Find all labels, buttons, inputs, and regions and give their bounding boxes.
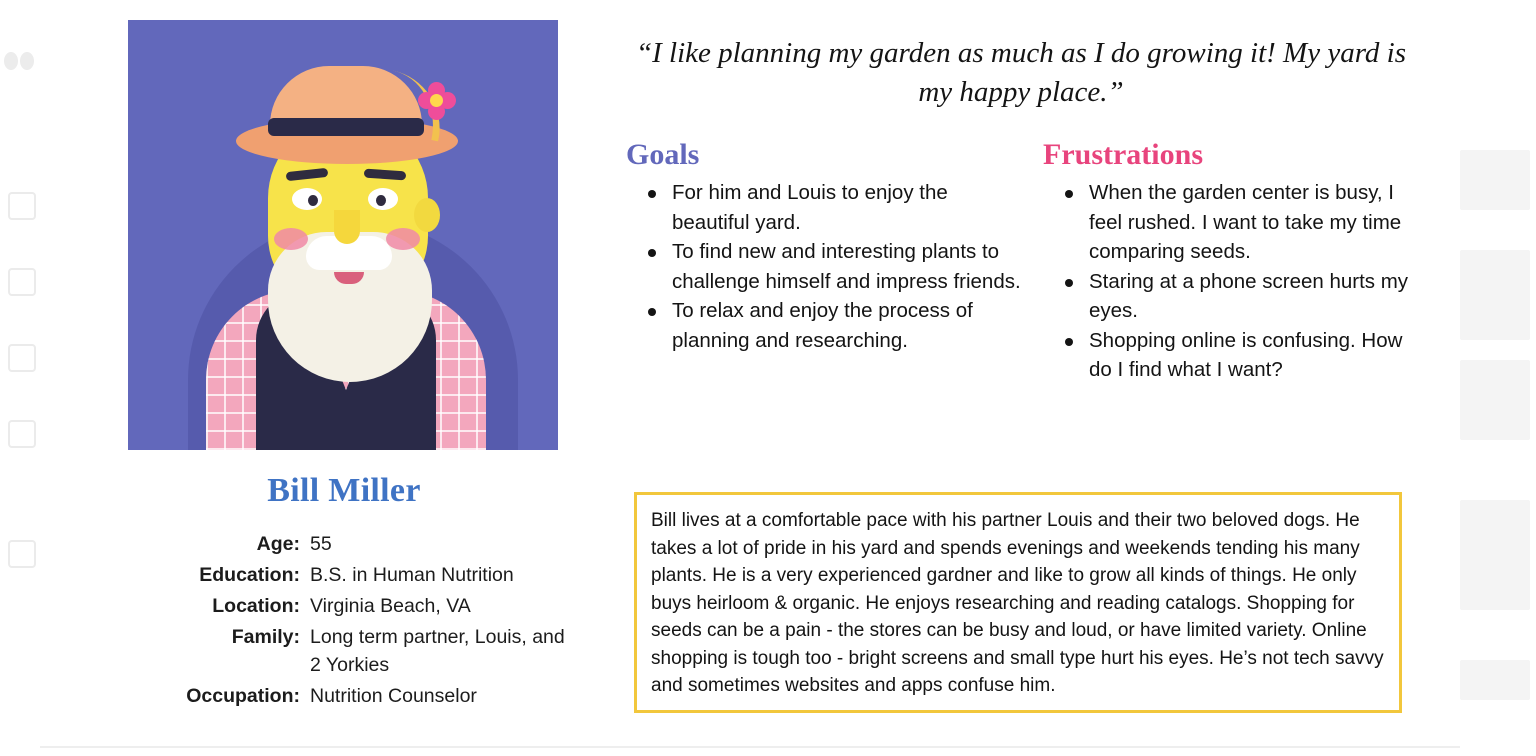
persona-facts (128, 530, 568, 710)
fact-label-age: Age: (256, 533, 300, 555)
fact-label-education: Education: (199, 564, 300, 586)
fact-value-age: 55 (310, 533, 332, 555)
list-item: To find new and interesting plants to challenge himself and impress friends. (672, 237, 1021, 296)
fact-row (128, 592, 568, 620)
fact-value-education: B.S. in Human Nutrition (310, 564, 514, 586)
goals-frustrations-columns (626, 138, 1416, 385)
goals-heading: Goals (626, 138, 700, 171)
frustrations-list (1043, 178, 1416, 385)
persona-name: Bill Miller (267, 472, 421, 509)
fact-label-location: Location: (212, 595, 300, 617)
fact-label-family: Family: (231, 626, 300, 648)
fact-value-location: Virginia Beach, VA (310, 595, 471, 617)
slide-bottom-divider (40, 746, 1460, 748)
persona-left-column (128, 20, 565, 713)
fact-row (128, 561, 568, 589)
fact-value-family: Long term partner, Louis, and 2 Yorkies (310, 626, 565, 676)
fact-value-occupation: Nutrition Counselor (310, 685, 477, 707)
goals-section (626, 138, 1021, 385)
fact-row (128, 682, 568, 710)
frustrations-section (1021, 138, 1416, 385)
list-item: Shopping online is confusing. How do I find what I want? (1089, 326, 1416, 385)
persona-quote: “I like planning my garden as much as I do growing it! My yard is my happy place.” (635, 37, 1407, 108)
persona-bio-text: Bill lives at a comfortable pace with his partner Louis and their two beloved dogs. He takes a lot of pride in his yard and spends evenings and weekends tending his many plants. He is a very experienced gardner and like to grow all kinds of things. He only buys heirloom & organic. He enjoys researching and reading catalogs. Shopping for seeds can be a pain - the stores can be busy and loud, or have limited variety. Online shopping is tough too - bright screens and small type hurt his eyes. He’s not tech savvy and sometimes websites and apps confuse him. (651, 510, 1384, 696)
fact-label-occupation: Occupation: (186, 685, 300, 707)
list-item: To relax and enjoy the process of planning and researching. (672, 296, 1021, 355)
persona-bio-box (634, 492, 1402, 713)
list-item: When the garden center is busy, I feel rushed. I want to take my time comparing seeds. (1089, 178, 1416, 267)
persona-portrait (128, 20, 558, 450)
list-item: For him and Louis to enjoy the beautiful yard. (672, 178, 1021, 237)
persona-right-column (626, 34, 1416, 385)
frustrations-heading: Frustrations (1043, 138, 1203, 171)
list-item: Staring at a phone screen hurts my eyes. (1089, 267, 1416, 326)
fact-row (128, 623, 568, 679)
fact-row (128, 530, 568, 558)
goals-list (626, 178, 1021, 355)
flower-icon (418, 82, 456, 120)
